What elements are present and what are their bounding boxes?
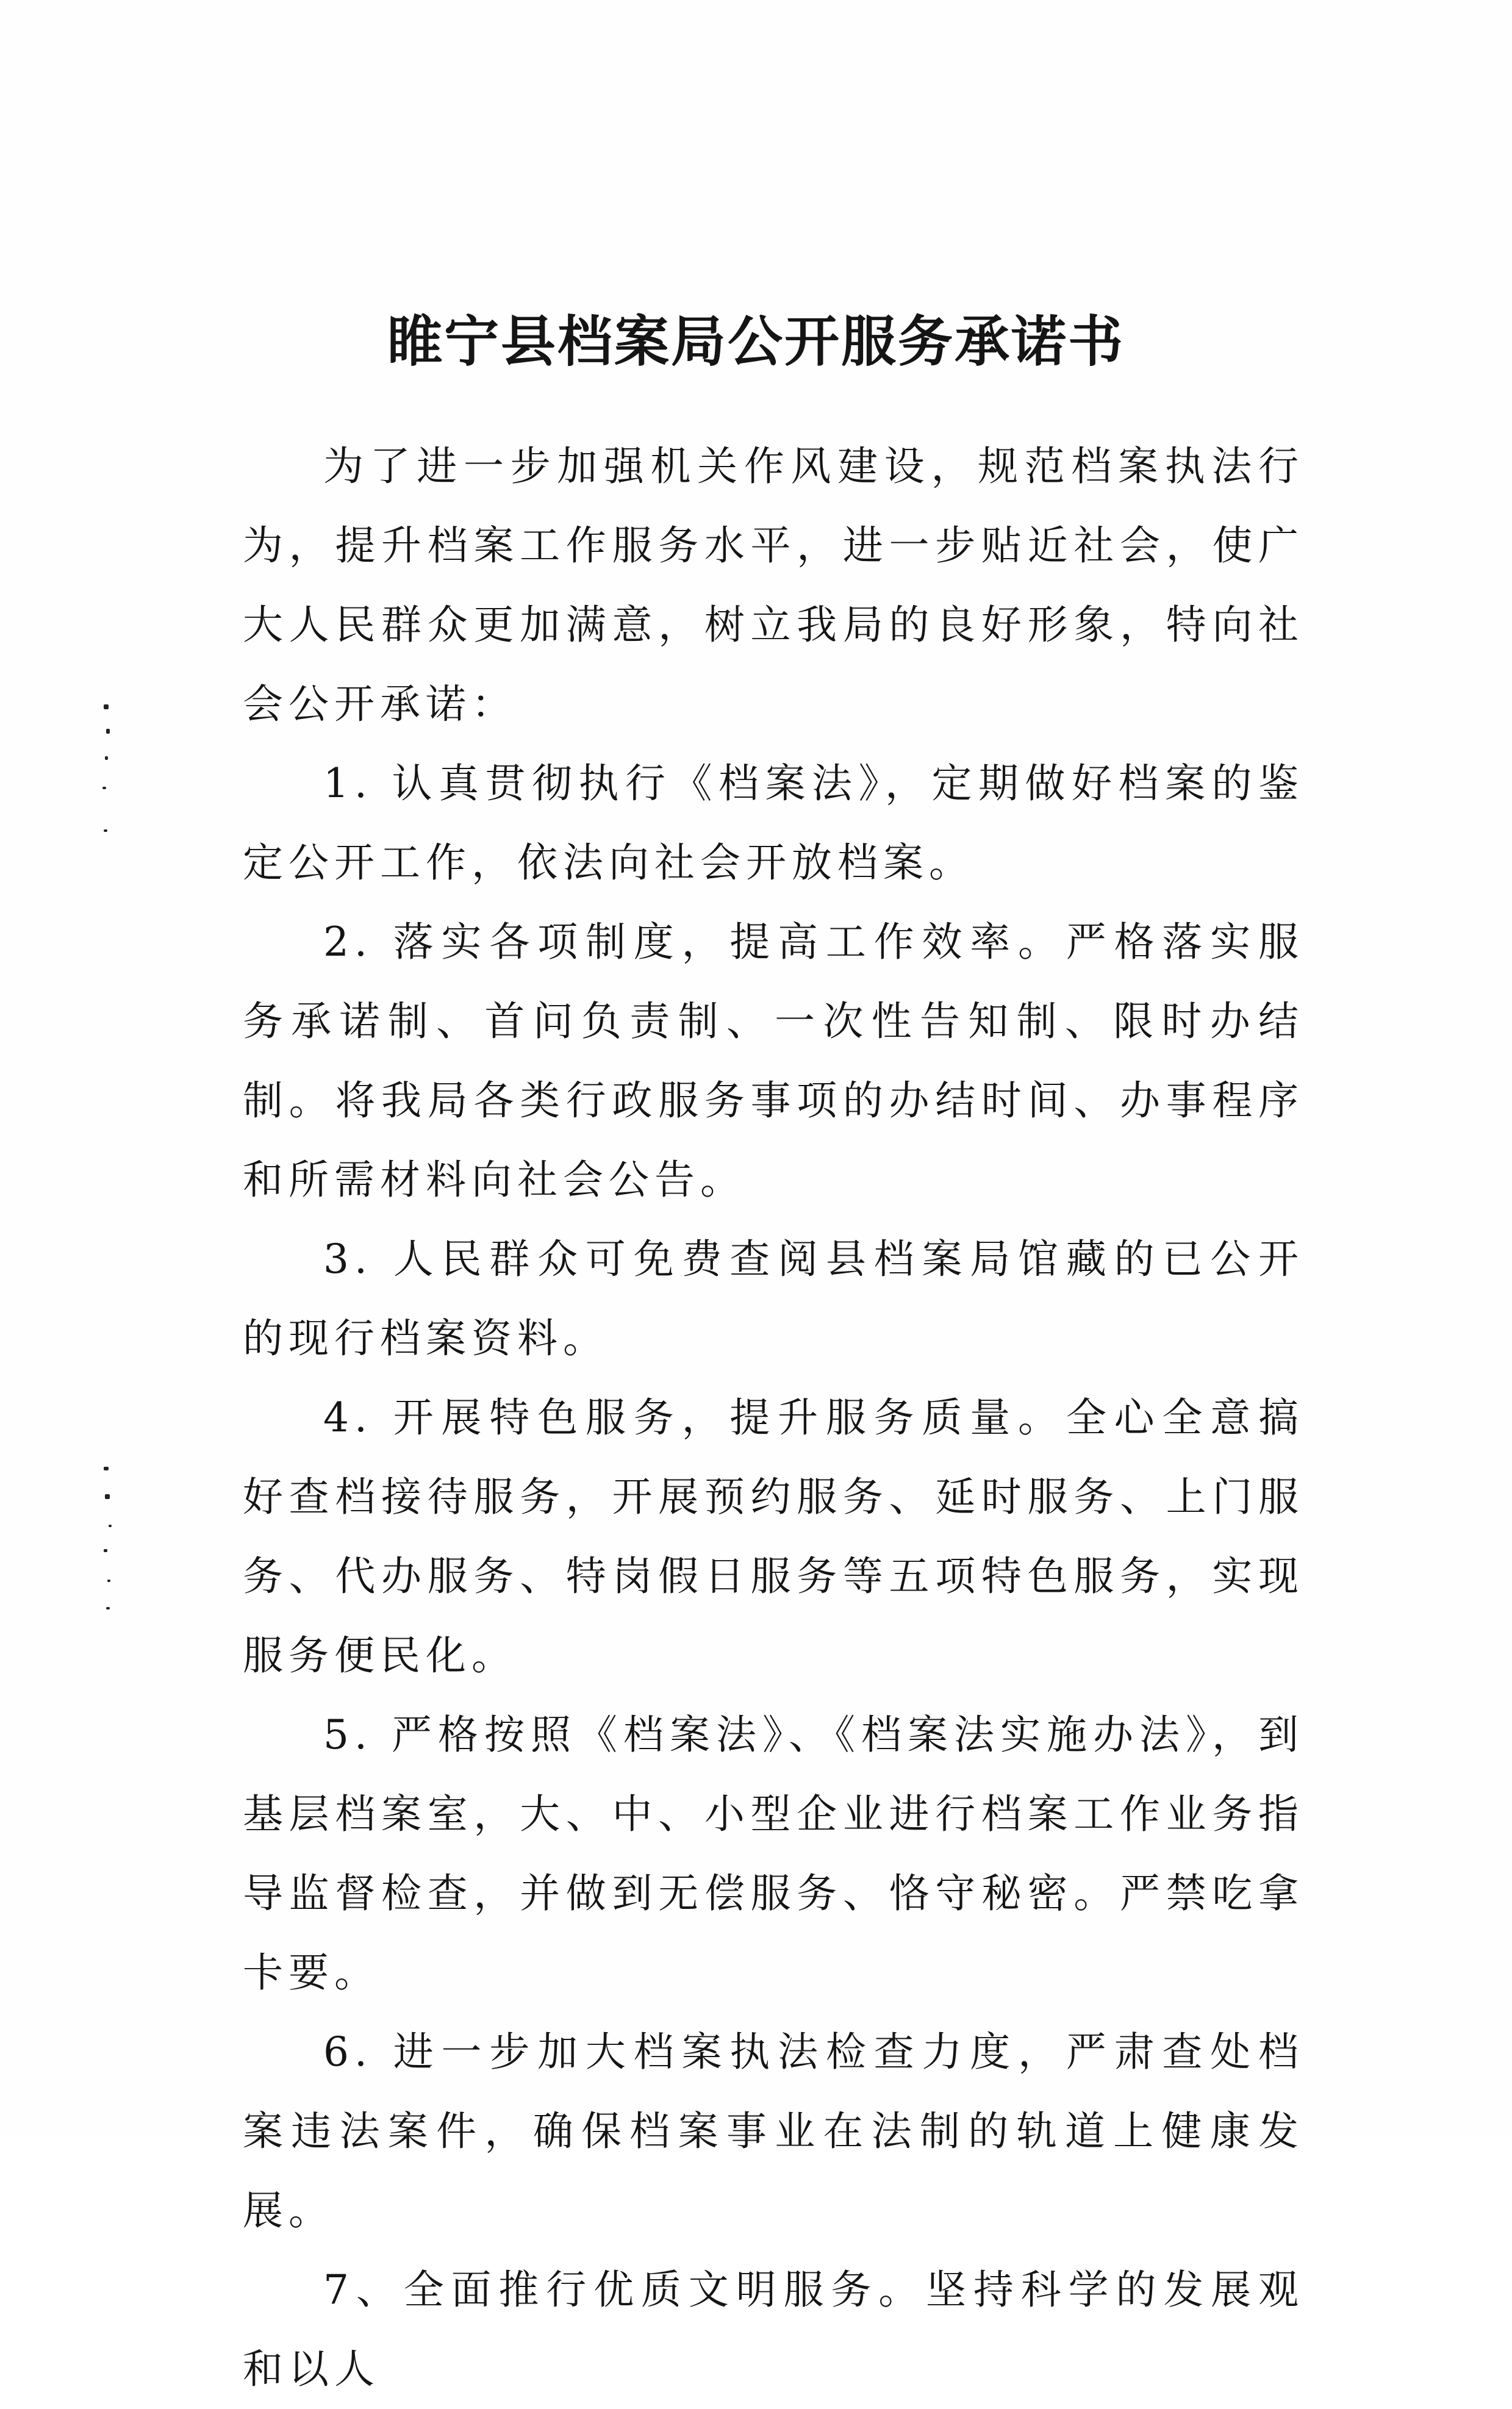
scan-mark	[106, 1607, 110, 1609]
scan-mark	[106, 729, 110, 734]
scan-mark	[104, 829, 107, 832]
commitment-item-3: 3. 人民群众可免费查阅县档案局馆藏的已公开的现行档案资料。	[243, 1236, 1304, 1362]
commitment-item-7: 7、全面推行优质文明服务。坚持科学的发展观和以人	[243, 2266, 1304, 2393]
scan-mark	[109, 1525, 112, 1527]
document-title: 睢宁县档案局公开服务承诺书	[387, 310, 1125, 374]
scan-mark	[105, 756, 108, 760]
document-body	[243, 427, 1304, 2409]
commitment-item-4: 4. 开展特色服务，提升服务质量。全心全意搞好查档接待服务，开展预约服务、延时服务、上门服务、代办服务、特岗假日服务等五项特色服务，实现服务便民化。	[243, 1394, 1304, 1679]
commitment-item-1: 1. 认真贯彻执行《档案法》，定期做好档案的鉴定公开工作，依法向社会开放档案。	[243, 760, 1304, 886]
scan-mark	[104, 1549, 107, 1552]
scan-mark	[105, 1494, 110, 1499]
commitment-item-2: 2. 落实各项制度，提高工作效率。严格落实服务承诺制、首问负责制、一次性告知制、限时办结制。将我局各类行政服务事项的办结时间、办事程序和所需材料向社会公告。	[243, 918, 1304, 1203]
binding-hole-marks	[85, 671, 122, 1647]
scan-mark	[104, 704, 109, 709]
commitment-item-6: 6. 进一步加大档案执法检查力度，严肃查处档案违法案件，确保档案事业在法制的轨道上健康发展。	[243, 2028, 1304, 2234]
scan-mark	[107, 1580, 110, 1582]
commitment-item-5: 5. 严格按照《档案法》、《档案法实施办法》，到基层档案室，大、中、小型企业进行档案工作业务指导监督检查，并做到无偿服务、恪守秘密。严禁吃拿卡要。	[243, 1711, 1304, 1996]
scan-mark	[104, 1467, 109, 1470]
scan-mark	[102, 787, 106, 789]
intro-paragraph: 为了进一步加强机关作风建设，规范档案执法行为，提升档案工作服务水平，进一步贴近社会，使广大人民群众更加满意，树立我局的良好形象，特向社会公开承诺：	[243, 443, 1304, 728]
